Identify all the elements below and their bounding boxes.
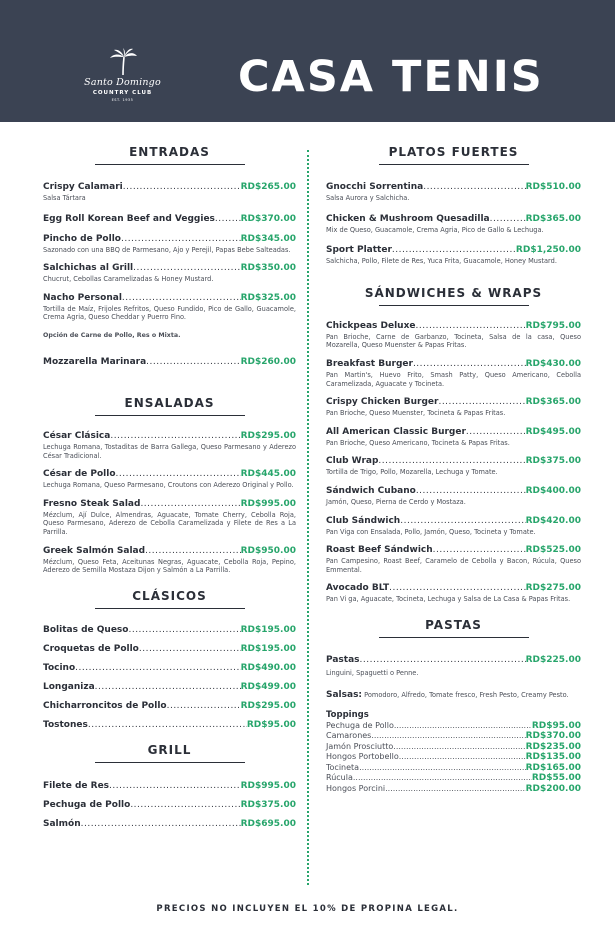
topping-name: Tocineta [326, 762, 360, 772]
section-title-ensaladas: ENSALADAS [43, 396, 296, 418]
section-title-sandwiches: SÁNDWICHES & WRAPS [326, 286, 581, 308]
item-price: RD$950.00 [240, 545, 296, 556]
item-price: RD$225.00 [525, 654, 581, 665]
logo-script-text: Santo Domingo [84, 77, 161, 88]
topping-name: Hongos Porcini [326, 784, 386, 794]
menu-item [326, 654, 581, 678]
topping-price: RD$235.00 [525, 741, 581, 752]
item-price: RD$365.00 [525, 397, 581, 408]
menu-item [43, 430, 296, 460]
menu-item [43, 213, 296, 225]
menu-item [43, 719, 296, 731]
menu-item [43, 262, 296, 284]
item-price: RD$695.00 [240, 818, 296, 829]
item-description: Pan Brioche, Carne de Garbanzo, Tocineta, Salsa de la casa, Queso Mozarella, Queso Muenster & Papas Fritas. [326, 332, 581, 350]
item-price: RD$370.00 [240, 213, 296, 224]
menu-item [43, 700, 296, 712]
item-description: Linguini, Spaguetti o Penne. [326, 668, 419, 677]
item-name: Nacho Personal [43, 292, 122, 303]
item-price: RD$420.00 [525, 515, 581, 526]
item-name: Salmón [43, 818, 81, 829]
menu-item [326, 213, 581, 235]
item-name: All American Classic Burger [326, 426, 466, 437]
item-name: Bolitas de Queso [43, 624, 129, 635]
item-name: Sándwich Cubano [326, 485, 416, 496]
menu-item [43, 233, 296, 255]
item-description: Salchicha, Pollo, Filete de Res, Yuca Frita, Guacamole, Honey Mustard. [326, 257, 557, 266]
menu-item [326, 515, 581, 537]
topping-price: RD$135.00 [525, 752, 581, 763]
item-price: RD$400.00 [525, 485, 581, 496]
section-title-grill: GRILL [43, 743, 296, 765]
topping-price: RD$200.00 [525, 784, 581, 795]
menu-item [43, 662, 296, 674]
logo-club-text: COUNTRY CLUB [92, 90, 153, 96]
topping-name: Hongos Portobello [326, 752, 399, 762]
item-description: Mix de Queso, Guacamole, Crema Agria, Pico de Gallo & Lechuga. [326, 225, 544, 234]
menu-item [326, 485, 581, 507]
menu-item [43, 356, 296, 368]
menu-item [326, 181, 581, 203]
section-title-platos-fuertes: PLATOS FUERTES [326, 145, 581, 167]
item-price: RD$995.00 [240, 780, 296, 791]
item-price: RD$430.00 [525, 358, 581, 369]
menu-item [43, 818, 296, 830]
item-name: Pincho de Pollo [43, 233, 121, 244]
menu-item [43, 292, 296, 322]
item-price: RD$495.00 [525, 426, 581, 437]
topping-row [326, 763, 581, 774]
item-description: Pan Brioche, Queso Muenster, Tocineta & Papas Fritas. [326, 409, 506, 418]
item-name: Club Wrap [326, 456, 379, 467]
item-name: Roast Beef Sándwich [326, 545, 433, 556]
item-price: RD$445.00 [240, 469, 296, 480]
salsas-line [326, 690, 581, 700]
item-price: RD$260.00 [240, 356, 296, 367]
item-name: Mozzarella Marinara [43, 356, 147, 367]
item-price: RD$295.00 [240, 700, 296, 711]
item-price: RD$345.00 [240, 233, 296, 244]
left-column [43, 145, 296, 830]
footer-note: PRECIOS NO INCLUYEN EL 10% DE PROPINA LEGAL. [156, 904, 459, 914]
item-price: RD$795.00 [525, 320, 581, 331]
toppings-title: Toppings [326, 709, 369, 720]
item-price: RD$995.00 [240, 498, 296, 509]
item-description: Mézclum, Ají Dulce, Almendras, Aguacate, Tomate Cherry, Cebolla Roja, Queso Parmesano, Aderezo de Cebolla Caramelizada y Filete de Res a La Parrilla. [43, 510, 296, 536]
section-title-clasicos: CLÁSICOS [43, 589, 296, 611]
menu-item [326, 582, 581, 604]
item-price: RD$510.00 [525, 182, 581, 192]
item-price: RD$95.00 [246, 719, 296, 730]
topping-name: Camarones [326, 731, 372, 741]
club-logo [70, 48, 175, 118]
section-title-entradas: ENTRADAS [43, 145, 296, 167]
topping-price: RD$55.00 [531, 773, 581, 784]
item-description: Lechuga Romana, Queso Parmesano, Croutons con Aderezo Original y Pollo. [43, 481, 294, 490]
item-price: RD$375.00 [525, 456, 581, 467]
item-name: Crispy Chicken Burger [326, 397, 439, 408]
topping-name: Pechuga de Pollo [326, 720, 394, 730]
item-description: Salsa Aurora y Salchicha. [326, 194, 410, 202]
menu-item [326, 320, 581, 350]
topping-price: RD$95.00 [531, 720, 581, 731]
item-name: Egg Roll Korean Beef and Veggies [43, 213, 215, 224]
item-name: Tocino [43, 662, 76, 673]
item-price: RD$375.00 [240, 799, 296, 810]
menu-item [326, 358, 581, 388]
topping-row [326, 752, 581, 763]
item-name: Breakfast Burger [326, 358, 413, 369]
item-price: RD$490.00 [240, 662, 296, 673]
item-name: Club Sándwich [326, 515, 401, 526]
item-description: Chucrut, Cebollas Caramelizadas & Honey Mustard. [43, 275, 214, 284]
item-price: RD$265.00 [240, 182, 296, 192]
item-name: Pastas [326, 654, 360, 665]
menu-item [43, 468, 296, 490]
item-name: Croquetas de Pollo [43, 643, 139, 654]
logo-est-text: EST. 1935 [111, 98, 134, 102]
item-name: Chicken & Mushroom Quesadilla [326, 213, 490, 224]
topping-row [326, 773, 581, 784]
item-price: RD$350.00 [240, 263, 296, 274]
topping-name: Jamón Prosciutto [326, 741, 394, 751]
item-description: Pan Vi ga, Aguacate, Tocineta, Lechuga y Salsa de La Casa & Papas Fritas. [326, 595, 571, 604]
item-name: Greek Salmón Salad [43, 545, 146, 556]
palm-tree-icon [108, 48, 138, 76]
item-name: Sport Platter [326, 245, 392, 256]
menu-item [43, 498, 296, 537]
column-divider [307, 150, 309, 885]
topping-name: Rúcula [326, 773, 353, 783]
item-description: Tortilla de Maíz, Frijoles Refritos, Queso Fundido, Pico de Gallo, Guacamole, Crema Agria, Queso Cheddar y Puerro Fino. [43, 304, 296, 322]
menu-item [326, 244, 581, 266]
item-name: Gnocchi Sorrentina [326, 182, 424, 192]
salsas-description: Pomodoro, Alfredo, Tomate fresco, Fresh Pesto, Creamy Pesto. [362, 690, 569, 699]
menu-item [326, 455, 581, 477]
item-price: RD$295.00 [240, 430, 296, 441]
item-price: RD$325.00 [240, 292, 296, 303]
item-price: RD$1,250.00 [515, 245, 581, 256]
item-description: Pan Viga con Ensalada, Pollo, Jamón, Queso, Tocineta y Tomate. [326, 527, 536, 536]
item-description: Pan Brioche, Queso Americano, Tocineta & Papas Fritas. [326, 438, 510, 447]
menu-item [43, 545, 296, 575]
menu-item [43, 799, 296, 811]
item-price: RD$365.00 [525, 213, 581, 224]
item-name: Longaniza [43, 681, 95, 692]
topping-price: RD$165.00 [525, 762, 581, 773]
menu-item [43, 181, 296, 203]
header-banner [0, 0, 615, 122]
item-price: RD$499.00 [240, 681, 296, 692]
page-title: CASA TENIS [238, 52, 544, 102]
item-name: Tostones [43, 719, 88, 730]
item-name: Crispy Calamari [43, 182, 123, 192]
menu-item [43, 681, 296, 693]
item-price: RD$195.00 [240, 624, 296, 635]
item-name: Pechuga de Pollo [43, 799, 131, 810]
item-name: César Clásica [43, 430, 111, 441]
salsas-label: Salsas: [326, 689, 363, 700]
item-description: Jamón, Queso, Pierna de Cerdo y Mostaza. [326, 497, 466, 506]
item-name: Filete de Res [43, 780, 110, 791]
section-title-pastas: PASTAS [326, 618, 581, 640]
item-name: Salchichas al Grill [43, 263, 134, 274]
item-price: RD$275.00 [525, 583, 581, 594]
item-name: Chickpeas Deluxe [326, 320, 416, 331]
item-name: Avocado BLT [326, 583, 390, 594]
item-description: Salsa Tártara [43, 194, 86, 202]
item-description: Mézclum, Queso Feta, Aceitunas Negras, Aguacate, Cebolla Roja, Pepino, Aderezo de Semilla Mostaza Dijon y Salmón a La Parrilla. [43, 557, 296, 575]
topping-row [326, 784, 581, 795]
item-note: Opción de Carne de Pollo, Res o Mixta. [43, 331, 181, 339]
menu-item [43, 780, 296, 792]
menu-item [43, 643, 296, 655]
topping-price: RD$370.00 [525, 731, 581, 742]
menu-item [326, 544, 581, 574]
menu-item [326, 426, 581, 448]
item-description: Pan Campesino, Roast Beef, Caramelo de Cebolla y Bacon, Rúcula, Queso Emmental. [326, 557, 581, 574]
menu-item [43, 624, 296, 636]
menu-item [326, 396, 581, 418]
item-description: Tortilla de Trigo, Pollo, Mozarella, Lechuga y Tomate. [326, 468, 498, 477]
item-price: RD$525.00 [525, 545, 581, 556]
topping-row [326, 731, 581, 742]
item-description: Sazonado con una BBQ de Parmesano, Ajo y Perejil, Papas Bebe Salteadas. [43, 245, 291, 254]
item-price: RD$195.00 [240, 643, 296, 654]
right-column [326, 145, 581, 795]
topping-row [326, 721, 581, 732]
topping-row [326, 742, 581, 753]
item-description: Lechuga Romana, Tostaditas de Barra Gallega, Queso Parmesano y Aderezo César Tradicional. [43, 442, 296, 460]
item-name: César de Pollo [43, 469, 116, 480]
item-description: Pan Martin's, Huevo Frito, Smash Patty, Queso Americano, Cebolla Caramelizada, Aguacate y Tocineta. [326, 370, 581, 388]
item-name: Chicharroncitos de Pollo [43, 700, 167, 711]
item-name: Fresno Steak Salad [43, 498, 141, 509]
